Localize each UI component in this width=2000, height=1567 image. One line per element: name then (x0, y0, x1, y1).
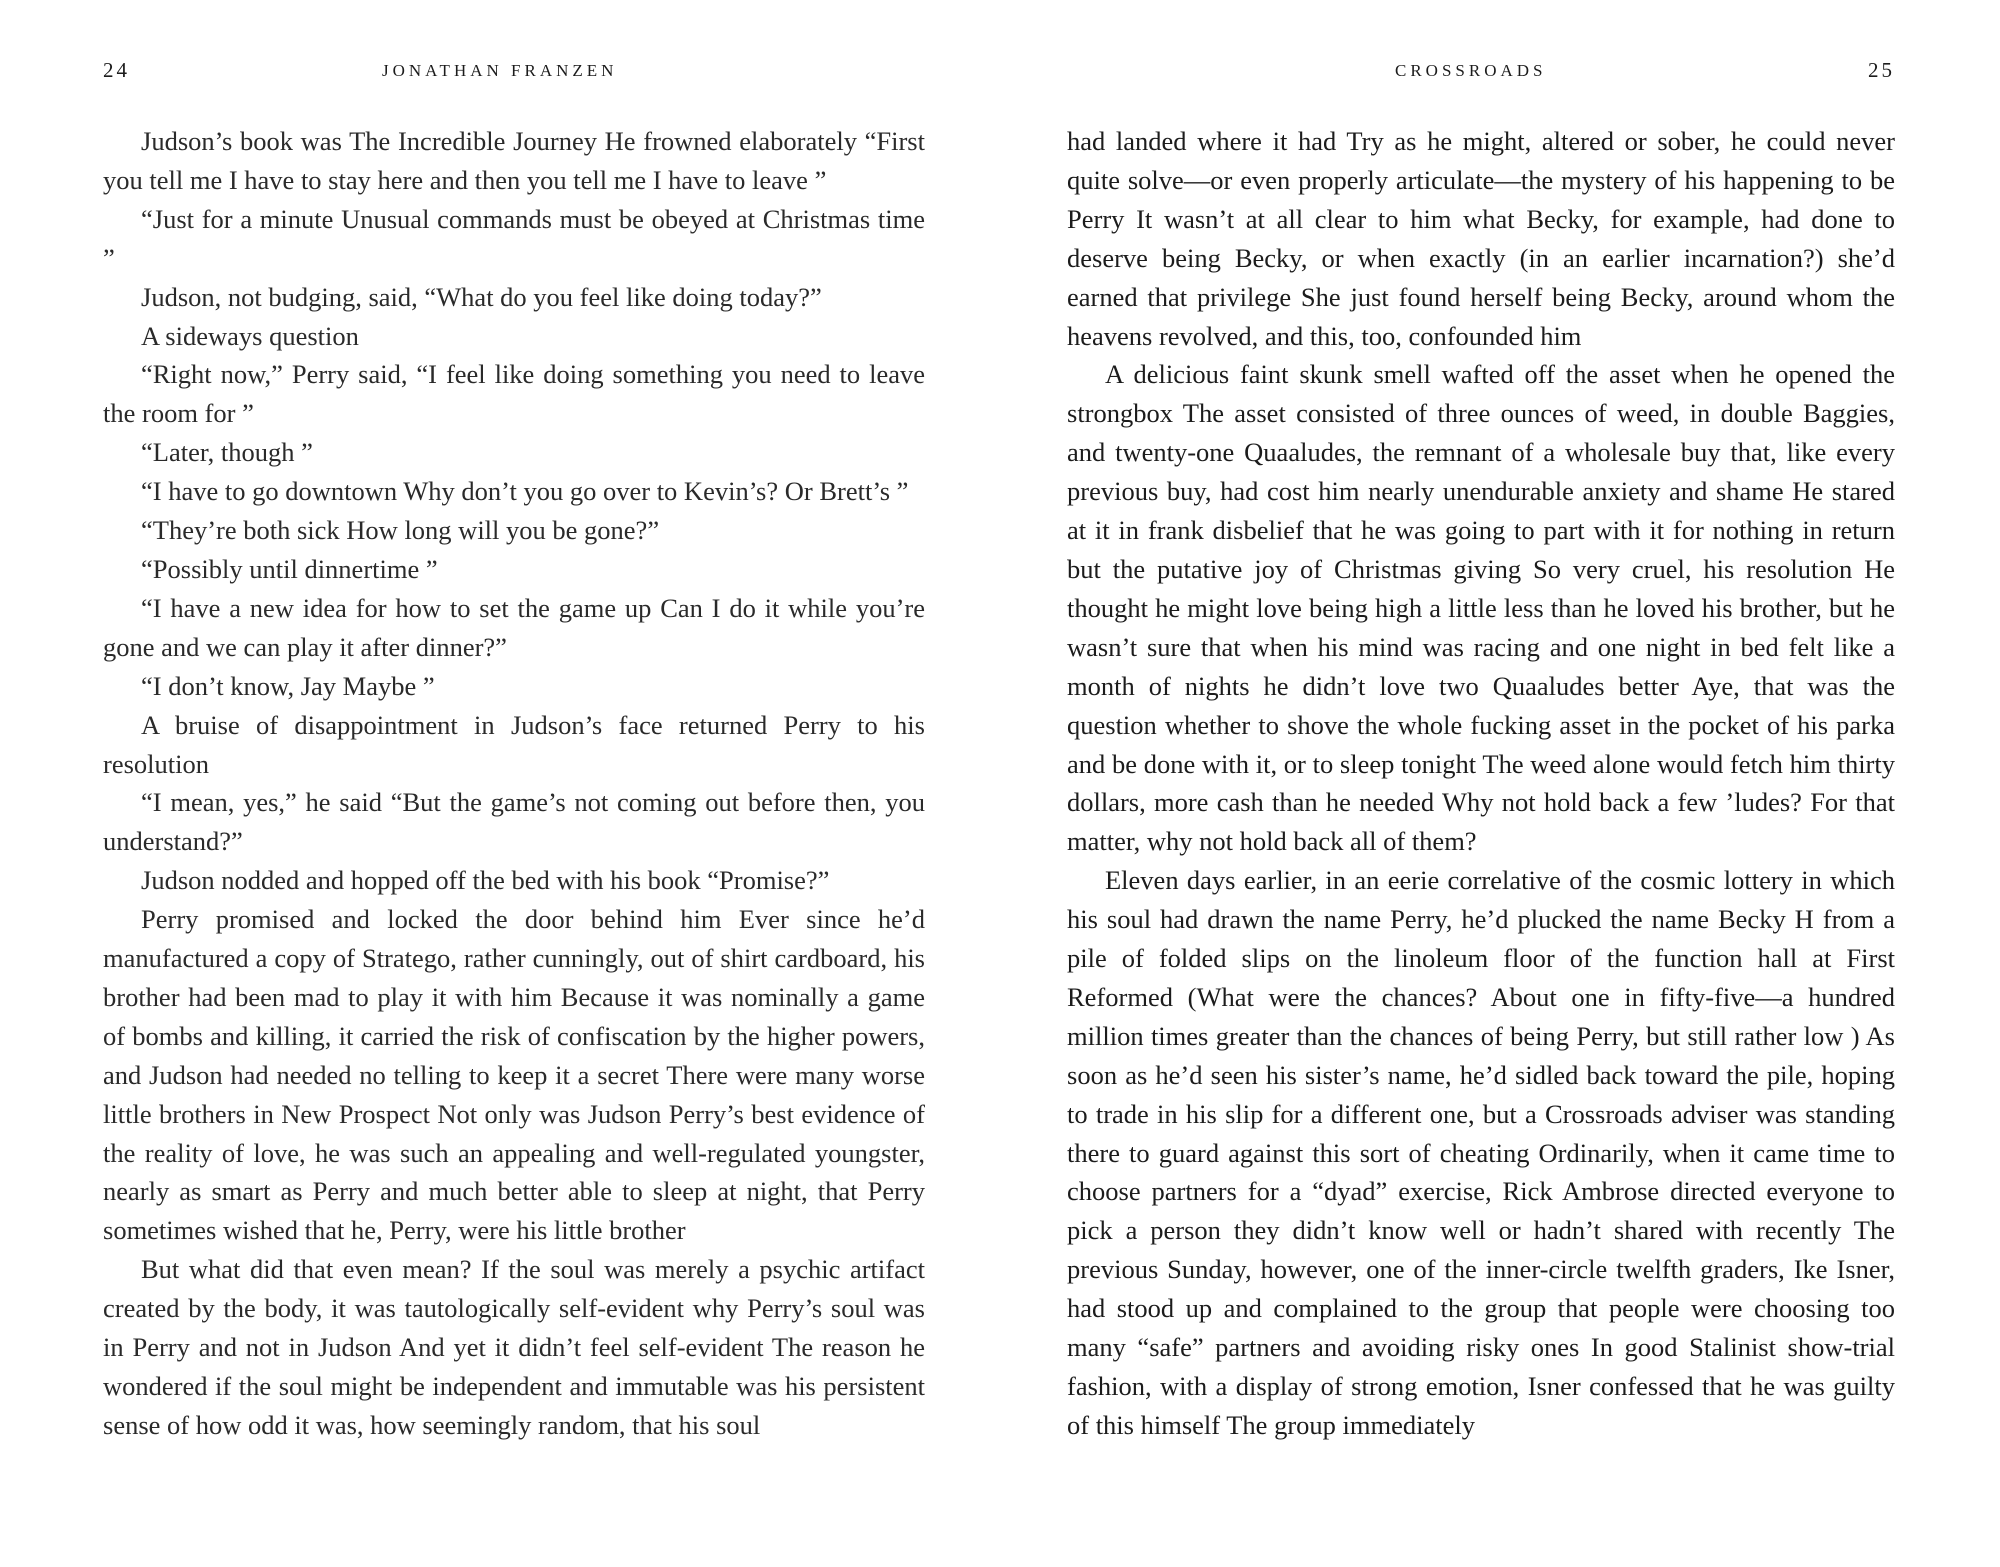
left-page-body (103, 122, 925, 1445)
paragraph: “I have to go downtown Why don’t you go over to Kevin’s? Or Brett’s ” (141, 476, 909, 507)
paragraph: Judson nodded and hopped off the bed with his book “Promise?” (141, 865, 830, 896)
right-page (1067, 0, 1895, 1567)
page-number: 24 (103, 58, 130, 82)
paragraph: But what did that even mean? If the soul was merely a psychic artifact created by the body, it was tautologically self-evident why Perry’s soul was in Perry and not in Judson And yet it didn’t feel self-evident The reason he wondered if the soul might be independent and immutable was his persistent sense of how odd it was, how seemingly random, that his soul (103, 1254, 925, 1440)
paragraph-continued: had landed where it had Try as he might, altered or sober, he could never quite solve—or even properly articulate—the mystery of his happening to be Perry It wasn’t at all clear to him what Becky, for example, had done to deserve being Becky, or when exactly (in an earlier incarnation?) she’d earned that privilege She just found herself being Becky, around whom the heavens revolved, and this, too, confounded him (1067, 126, 1895, 351)
paragraph: A delicious faint skunk smell wafted off the asset when he opened the strongbox The asset consisted of three ounces of weed, in double Baggies, and twenty-one Quaaludes, the remnant of a wholesale buy that, like every previous buy, had cost him nearly unendurable anxiety and shame He stared at it in frank disbelief that he was going to part with it for nothing in return but the putative joy of Christmas giving So very cruel, his resolution He thought he might love being high a little less than he loved his brother, but he wasn’t sure that when his mind was racing and one night in bed felt like a month of nights he didn’t love two Quaaludes better Aye, that was the question whether to shove the whole fucking asset in the pocket of his parka and be done with it, or to sleep tonight The weed alone would fetch him thirty dollars, more cash than he needed Why not hold back a few ’ludes? For that matter, why not hold back all of them? (1067, 359, 1895, 857)
paragraph: “I have a new idea for how to set the game up Can I do it while you’re gone and we can play it after dinner?” (103, 592, 925, 662)
paragraph: “Later, though ” (141, 437, 313, 468)
paragraph: “I mean, yes,” he said “But the game’s not coming out before then, you understand?” (103, 787, 925, 857)
paragraph: “I don’t know, Jay Maybe ” (141, 670, 435, 701)
running-head-author: JONATHAN FRANZEN (382, 61, 618, 80)
left-page (103, 0, 925, 1567)
paragraph: Judson’s book was The Incredible Journey He frowned elaborately “First you tell me I have to stay here and then you tell me I have to leave ” (103, 126, 925, 195)
paragraph: “Just for a minute Unusual commands must be obeyed at Christmas time ” (103, 203, 925, 273)
paragraph: A bruise of disappointment in Judson’s face returned Perry to his resolution (103, 709, 925, 779)
page-number: 25 (1868, 58, 1895, 82)
paragraph: Eleven days earlier, in an eerie correlative of the cosmic lottery in which his soul had drawn the name Perry, he’d plucked the name Becky H from a pile of folded slips on the linoleum floor of the function hall at First Reformed (What were the chances? About one in fifty-five—a hundred million times greater than the chances of being Perry, but still rather low ) As soon as he’d seen his sister’s name, he’d sidled back toward the pile, hoping to trade in his slip for a different one, but a Crossroads adviser was standing there to guard against this sort of cheating Ordinarily, when it came time to choose partners for a “dyad” exercise, Rick Ambrose directed everyone to pick a person they didn’t know well or hadn’t shared with recently The previous Sunday, however, one of the inner-circle twelfth graders, Ike Isner, had stood up and complained to the group that people were choosing too many “safe” partners and avoiding risky ones In good Stalinist show-trial fashion, with a display of strong emotion, Isner confessed that he was guilty of this himself The group immediately (1067, 865, 1895, 1440)
paragraph: Perry promised and locked the door behind him Ever since he’d manufactured a copy of Stratego, rather cunningly, out of shirt cardboard, his brother had been mad to play it with him Because it was nominally a game of bombs and killing, it carried the risk of confiscation by the higher powers, and Judson had needed no telling to keep it a secret There were many worse little brothers in New Prospect Not only was Judson Perry’s best evidence of the reality of love, he was such an appealing and well-regulated youngster, nearly as smart as Perry and much better able to sleep at night, that Perry sometimes wished that he, Perry, were his little brother (103, 904, 925, 1246)
paragraph: A sideways question (141, 320, 359, 351)
paragraph: “Possibly until dinnertime ” (141, 553, 438, 584)
running-head-title: CROSSROADS (1395, 61, 1547, 80)
right-page-header (1067, 58, 1895, 88)
paragraph: “Right now,” Perry said, “I feel like doing something you need to leave the room for ” (103, 359, 925, 429)
left-page-header (103, 58, 925, 88)
paragraph: Judson, not budging, said, “What do you feel like doing today?” (141, 281, 822, 312)
paragraph: “They’re both sick How long will you be gone?” (141, 515, 660, 546)
right-page-body (1067, 122, 1895, 1445)
